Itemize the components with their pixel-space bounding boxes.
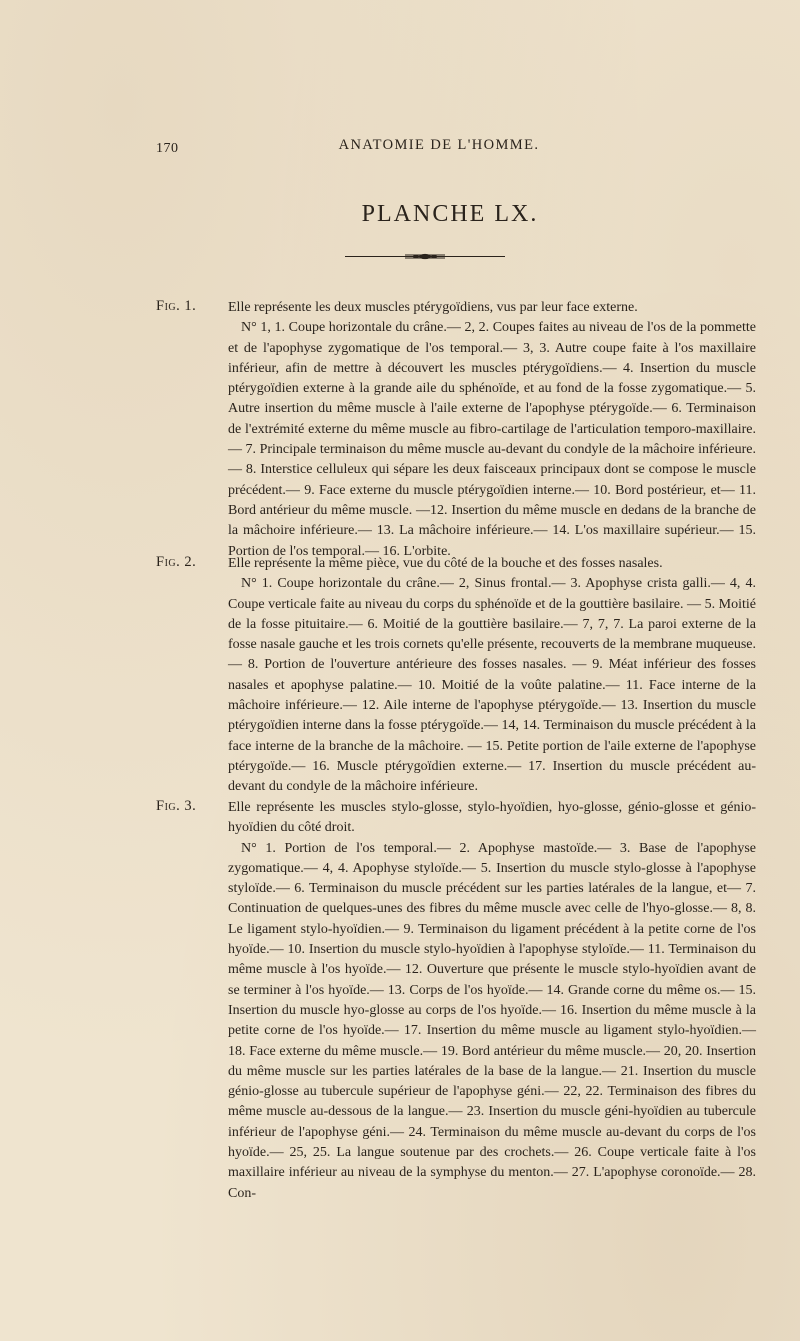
figure-intro: Elle représente les muscles stylo-glosse, stylo-hyoïdien, hyo-glosse, génio-glosse et génio-hyoïdien du côté droit. [228,800,756,836]
page-number: 170 [156,141,179,156]
figure-label: Fig. 1. [156,298,197,314]
figure-intro: Elle représente la même pièce, vue du côté de la bouche et des fosses nasales. [228,556,663,571]
figure-detail: N° 1, 1. Coupe horizontale du crâne.— 2, 2. Coupes faites au niveau de l'os de la pommette et de l'apophyse zygomatique de l'os temporal.— 3, 3. Autre coupe faite à l'os maxillaire inférieur, afin de mettre à découvert les muscles ptérygoïdiens.— 4. Insertion du muscle ptérygoïdien externe à la grande aile du sphénoïde, et au fond de la fosse zygomatique.— 5. Autre insertion du même muscle à l'aile externe de l'apophyse ptérygoïde.— 6. Terminaison de l'extrémité externe du même muscle au fibro-cartilage de l'articulation temporo-maxillaire.— 7. Principale terminaison du même muscle au-devant du condyle de la mâchoire inférieure.— 8. Interstice celluleux qui sépare les deux faisceaux principaux dont se compose le muscle précédent.— 9. Face externe du muscle ptérygoïdien interne.— 10. Bord postérieur, et— 11. Bord antérieur du même muscle. —12. Insertion du même muscle en dedans de la branche de la mâchoire inférieure.— 13. La mâchoire inférieure.— 14. L'os maxillaire supérieur.— 15. Portion de l'os temporal.— 16. L'orbite. [228,320,756,559]
figure-detail: N° 1. Portion de l'os temporal.— 2. Apophyse mastoïde.— 3. Base de l'apophyse zygomatique.— 4, 4. Apophyse styloïde.— 5. Insertion du muscle stylo-glosse à l'apophyse styloïde.— 6. Terminaison du muscle précédent sur les parties latérales de la langue, et— 7. Continuation de quelques-unes des fibres du même muscle avec celle de l'hyo-glosse.— 8, 8. Le ligament stylo-hyoïdien.— 9. Terminaison du ligament précédent à la petite corne de l'os hyoïde.— 10. Insertion du muscle stylo-hyoïdien à l'apophyse styloïde.— 11. Terminaison du même muscle à l'os hyoïde.— 12. Ouverture que présente le muscle stylo-hyoïdien avant de se terminer à l'os hyoïde.— 13. Corps de l'os hyoïde.— 14. Grande corne du même os.— 15. Insertion du muscle hyo-glosse au corps de l'os hyoïde.— 16. Insertion du même muscle à la petite corne de l'os hyoïde.— 17. Insertion du même muscle au ligament stylo-hyoïdien.— 18. Face externe du même muscle.— 19. Bord antérieur du même muscle.— 20, 20. Insertion du même muscle sur les parties latérales de la base de la langue.— 21. Insertion du muscle génio-glosse au tubercule supérieur de l'apophyse géni.— 22, 22. Terminaison des fibres du même muscle au-dessous de la langue.— 23. Insertion du muscle géni-hyoïdien au tubercule inférieur de l'apophyse géni.— 24. Terminaison du même muscle au-devant du corps de l'os hyoïde.— 25, 25. La langue soutenue par des crochets.— 26. Coupe verticale faite à l'os maxillaire inférieur au niveau de la symphyse du menton.— 27. L'apophyse coronoïde.— 28. Con- [228,840,756,1201]
figure-description [228,298,756,562]
plate-title: PLANCHE LX. [361,201,539,227]
figure-label: Fig. 3. [156,798,197,814]
figure-description [228,554,756,798]
figure-intro: Elle représente les deux muscles ptérygoïdiens, vus par leur face externe. [228,300,638,315]
ornamental-rule [345,253,505,260]
running-head: ANATOMIE DE L'HOMME. [338,137,540,153]
figure-label: Fig. 2. [156,554,197,570]
figure-description [228,798,756,1204]
figure-detail: N° 1. Coupe horizontale du crâne.— 2, Sinus frontal.— 3. Apophyse crista galli.— 4, 4. Coupe verticale faite au niveau du corps du sphénoïde et de la gouttière basilaire. — 5. Moitié de la fosse pituitaire.— 6. Moitié de la gouttière basilaire.— 7, 7, 7. La paroi externe de la fosse nasale gauche et les trois cornets qu'elle présente, recouverts de la membrane muqueuse.— 8. Portion de l'ouverture antérieure des fosses nasales. — 9. Méat inférieur des fosses nasales et apophyse palatine.— 10. Moitié de la voûte palatine.— 11. Face interne de la mâchoire inférieure.— 12. Aile interne de l'apophyse ptérygoïde.— 13. Insertion du muscle ptérygoïdien interne dans la fosse ptérygoïde.— 14, 14. Terminaison du muscle précédent à la face interne de la branche de la mâchoire. — 15. Petite portion de l'aile externe de l'apophyse ptérygoïde.— 16. Muscle ptérygoïdien externe.— 17. Insertion du muscle précédent au-devant du condyle de la mâchoire inférieure. [228,576,756,795]
